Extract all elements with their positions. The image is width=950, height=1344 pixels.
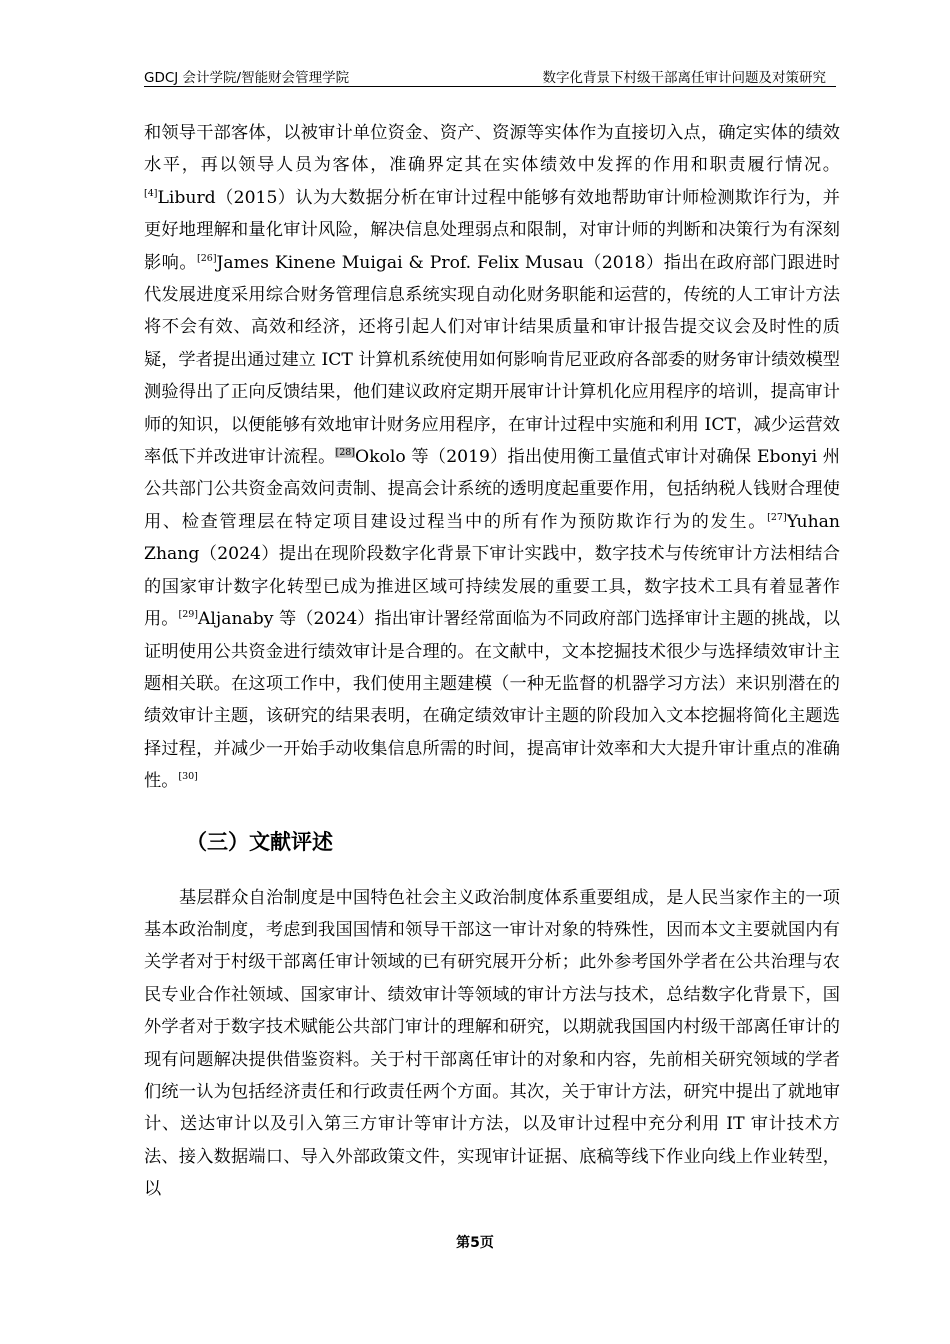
citation-ref: [4] — [144, 187, 158, 199]
review-paragraph: 基层群众自治制度是中国特色社会主义政治制度体系重要组成，是人民当家作主的一项基本政治制度，考虑到我国国情和领导干部这一审计对象的特殊性，因而本文主要就国内有关学者对于村级干部离任审计领域的已有研究展开分析；此外参考国外学者在公共治理与农民专业合作社领域、国家审计、绩效审计等领域的审计方法与技术，总结数字化背景下，国外学者对于数字技术赋能公共部门审计的理解和研究，以期就我国国内村级干部离任审计的现有问题解决提供借鉴资料。关于村干部离任审计的对象和内容，先前相关研究领域的学者们统一认为包括经济责任和行政责任两个方面。其次，关于审计方法，研究中提出了就地审计、送达审计以及引入第三方审计等审计方法，以及审计过程中充分利用 IT 审计技术方法、接入数据端口、导入外部政策文件，实现审计证据、底稿等线下作业向线上作业转型，以 — [144, 887, 840, 1200]
literature-paragraph — [144, 117, 840, 798]
text-segment: Yuhan Zhang（2024）提出在现阶段数字化背景下审计实践中，数字技术与传统审计方法相结合的国家审计数字化转型已成为推进区域可持续发展的重要工具，数字技术工具有着显著作用。 — [144, 511, 840, 630]
citation-ref: [26] — [197, 252, 217, 264]
text-segment: 和领导干部客体，以被审计单位资金、资产、资源等实体作为直接切入点，确定实体的绩效水平，再以领导人员为客体，准确界定其在实体绩效中发挥的作用和职责履行情况。 — [144, 123, 840, 176]
citation-ref: [27] — [767, 511, 787, 523]
citation-ref: [29] — [178, 609, 198, 621]
page-header — [144, 66, 836, 87]
header-institution: GDCJ 会计学院/智能财会管理学院 — [144, 70, 350, 86]
text-segment: James Kinene Muigai & Prof. Felix Musau（2018）指出在政府部门跟进时代发展进度采用综合财务管理信息系统实现自动化财务职能和运营的，传统的人工审计方法将不会有效、高效和经济，还将引起人们对审计结果质量和审计报告提交议会及时性的质疑，学者提出通过建立 ICT 计算机系统使用如何影响肯尼亚政府各部委的财务审计绩效模型测验得出了正向反馈结果，他们建议政府定期开展审计计算机化应用程序的培训，提高审计师的知识，以便能够有效地审计财务应用程序，在审计过程中实施和利用 ICT，减少运营效率低下并改进审计流程。 — [144, 252, 840, 468]
text-segment: Okolo 等（2019）指出使用衡工量值式审计对确保 Ebonyi 州公共部门公共资金高效问责制、提高会计系统的透明度起重要作用，包括纳税人钱财合理使用、检查管理层在特定项目建设过程当中的所有作为预防欺诈行为的发生。 — [144, 447, 840, 532]
page-number: 第5页 — [456, 1235, 494, 1251]
citation-ref: [30] — [178, 771, 198, 783]
citation-ref-highlighted: [28] — [335, 447, 355, 459]
section-heading: （三）文献评述 — [186, 829, 333, 854]
page-content — [144, 117, 840, 1206]
text-segment: Liburd（2015）认为大数据分析在审计过程中能够有效地帮助审计师检测欺诈行为，并更好地理解和量化审计风险，解决信息处理弱点和限制，对审计师的判断和决策行为有深刻影响。 — [144, 187, 840, 273]
header-paper-title: 数字化背景下村级干部离任审计问题及对策研究 — [542, 70, 826, 86]
text-segment: Aljanaby 等（2024）指出审计署经常面临为不同政府部门选择审计主题的挑战，以证明使用公共资金进行绩效审计是合理的。在文献中，文本挖掘技术很少与选择绩效审计主题相关联。在这项工作中，我们使用主题建模（一种无监督的机器学习方法）来识别潜在的绩效审计主题，该研究的结果表明，在确定绩效审计主题的阶段加入文本挖掘将简化主题选择过程，并减少一开始手动收集信息所需的时间，提高审计效率和大大提升审计重点的准确性。 — [144, 609, 840, 792]
